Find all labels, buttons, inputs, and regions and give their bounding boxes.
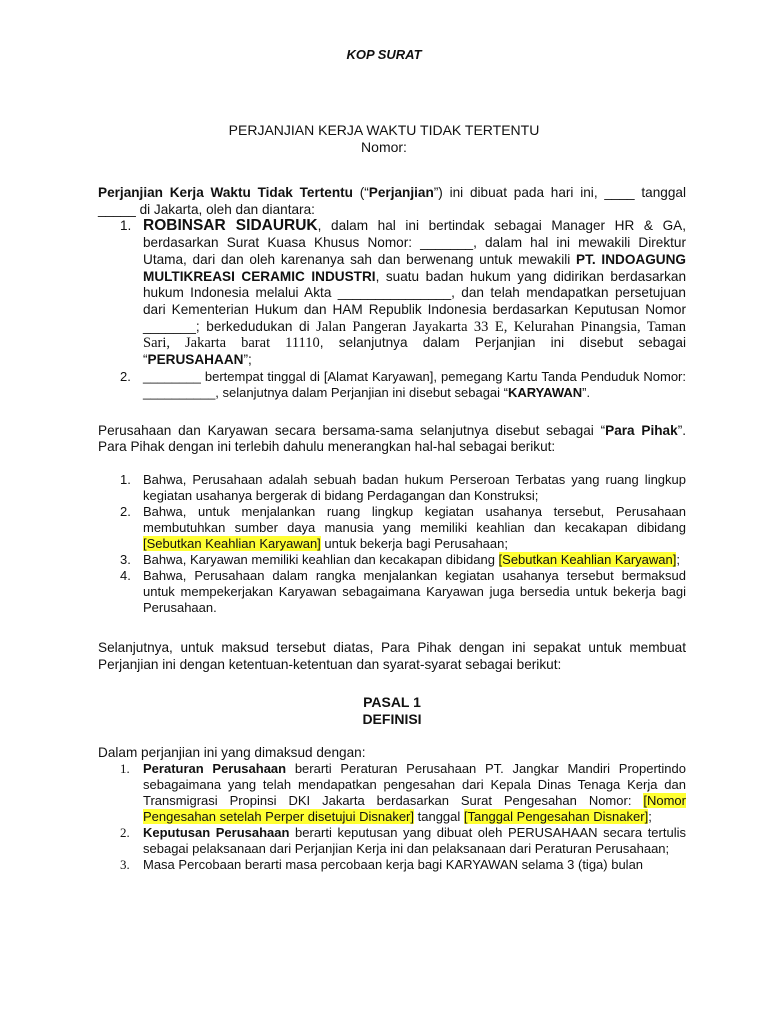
definition-text: berarti keputusan yang dibuat oleh PERUSAHAAN secara tertulis sebagai pelaksanaan dari Perjanjian Kerja ini dan pelaksanaan dari Peraturan Perusahaan;	[143, 825, 686, 857]
para-pihak-text: Perusahaan dan Karyawan secara bersama-sama selanjutnya disebut sebagai “	[98, 422, 606, 438]
list-number: 2.	[120, 504, 131, 520]
recital-item	[98, 504, 686, 552]
intro-paragraph	[98, 185, 686, 218]
definitions-intro: Dalam perjanjian ini yang dimaksud dengan:	[98, 744, 366, 760]
placeholder-highlight: [Tanggal Pengesahan Disnaker]	[463, 809, 649, 825]
para-pihak-text: ”. Para Pihak dengan ini terlebih dahulu menerangkan hal-hal sebagai berikut:	[98, 422, 686, 455]
list-number: 3.	[120, 552, 131, 568]
list-number: 1.	[120, 472, 131, 488]
para-pihak-term: Para Pihak	[605, 422, 678, 438]
definitions-list	[98, 761, 686, 873]
recital-item	[98, 472, 686, 504]
pasal-heading	[98, 694, 686, 728]
recital-text: ;	[676, 552, 680, 568]
recital-text: Bahwa, Karyawan memiliki keahlian dan kecakapan dibidang	[143, 552, 499, 568]
definition-term: Peraturan Perusahaan	[143, 761, 287, 777]
placeholder-highlight: [Sebutkan Keahlian Karyawan]	[143, 536, 321, 552]
definition-text: ;	[648, 809, 652, 825]
recital-text: untuk bekerja bagi Perusahaan;	[320, 536, 508, 552]
list-number: 2.	[120, 368, 131, 384]
party-alias: PERUSAHAAN	[147, 352, 244, 368]
intro-agreement-name: Perjanjian Kerja Waktu Tidak Tertentu	[98, 185, 353, 200]
recitals-list	[98, 472, 686, 616]
list-number: 1.	[120, 218, 132, 234]
party-text: , dalam hal ini bertindak sebagai Manager HR & GA, berdasarkan Surat Kuasa Khusus Nomor: _______, dalam hal ini mewakili Direktur Utama, dari dan oleh karenanya sah dan berwenang untuk mewakili	[143, 218, 686, 267]
document-title: PERJANJIAN KERJA WAKTU TIDAK TERTENTU	[228, 122, 540, 138]
party-text: ”;	[243, 352, 252, 368]
list-number: 2.	[120, 825, 130, 841]
definition-term: Keputusan Perusahaan	[143, 825, 290, 841]
intro-defined-term: Perjanjian	[368, 185, 434, 200]
placeholder-highlight: [Sebutkan Keahlian Karyawan]	[498, 552, 677, 568]
party-text: ________ bertempat tinggal di [Alamat Karyawan], pemegang Kartu Tanda Penduduk Nomor: __________, selanjutnya dalam Perjanjian ini disebut sebagai “	[143, 368, 686, 400]
selanjutnya-paragraph: Selanjutnya, untuk maksud tersebut diatas, Para Pihak dengan ini sepakat untuk membuat Perjanjian ini dengan ketentuan-ketentuan dan syarat-syarat sebagai berikut:	[98, 640, 686, 672]
company-name: PT. INDOAGUNG MULTIKREASI CERAMIC INDUSTRI	[143, 251, 686, 284]
party-text: ”.	[582, 384, 591, 400]
recital-text: Bahwa, Perusahaan adalah sebuah badan hukum Perseroan Terbatas yang ruang lingkup kegiatan usahanya bergerak di bidang Perdagangan dan Konstruksi;	[143, 472, 686, 504]
party-text: , suatu badan hukum yang didirikan berdasarkan hukum Indonesia melalui Akta _______________, dan telah mendapatkan persetujuan dari Kementerian Hukum dan HAM Republik Indonesia berdasarkan Keputusan Nomor _______; berkedudukan di	[143, 268, 687, 334]
recital-text: Bahwa, Perusahaan dalam rangka menjalankan kegiatan usahanya tersebut bermaksud untuk mempekerjakan Karyawan sebagaimana Karyawan juga bersedia untuk bekerja bagi Perusahaan.	[143, 568, 686, 616]
parties-list	[98, 218, 686, 400]
list-number: 4.	[120, 568, 131, 584]
recital-item	[98, 568, 686, 616]
document-body	[98, 185, 686, 873]
party-alias: KARYAWAN	[507, 384, 583, 400]
document-title-block	[0, 122, 768, 156]
pasal-number: PASAL 1	[363, 693, 421, 710]
definition-text: Masa Percobaan berarti masa percobaan kerja bagi KARYAWAN selama 3 (tiga) bulan	[143, 857, 644, 873]
definition-item	[98, 825, 686, 857]
party-item	[98, 218, 686, 368]
intro-text: ”) ini dibuat pada hari ini, ____ tanggal _____ di Jakarta, oleh dan diantara:	[98, 185, 686, 217]
company-address: Jalan Pangeran Jayakarta 33 E, Kelurahan Pinangsia, Taman Sari, Jakarta barat 11110	[143, 318, 686, 352]
list-number: 1.	[120, 761, 130, 777]
definition-item	[98, 857, 686, 873]
document-number-label: Nomor:	[361, 139, 407, 155]
placeholder-highlight: [Nomor Pengesahan setelah Perper disetujui Disnaker]	[143, 793, 686, 825]
intro-text: (“	[352, 185, 369, 200]
party-item	[98, 369, 686, 401]
recital-item	[98, 552, 686, 568]
definition-text: berarti Peraturan Perusahaan PT. Jangkar Mandiri Propertindo sebagaimana yang telah mendapatkan pengesahan dari Kepala Dinas Tenaga Kerja dan Transmigrasi Propinsi DKI Jakarta berdasarkan Surat Pengesahan Nomor:	[143, 761, 686, 809]
pasal-title: DEFINISI	[362, 710, 422, 727]
party-representative-name: ROBINSAR SIDAURUK	[143, 217, 318, 235]
definition-text: tanggal	[414, 809, 464, 825]
letterhead-placeholder: KOP SURAT	[346, 47, 422, 62]
para-pihak-paragraph	[98, 423, 686, 456]
recital-text: Bahwa, untuk menjalankan ruang lingkup kegiatan usahanya tersebut, Perusahaan membutuhkan sumber daya manusia yang memiliki keahlian dan kecakapan dibidang	[143, 504, 686, 536]
party-text: , selanjutnya dalam Perjanjian ini disebut sebagai “	[143, 335, 687, 368]
list-number: 3.	[120, 857, 130, 873]
definition-item	[98, 761, 686, 825]
